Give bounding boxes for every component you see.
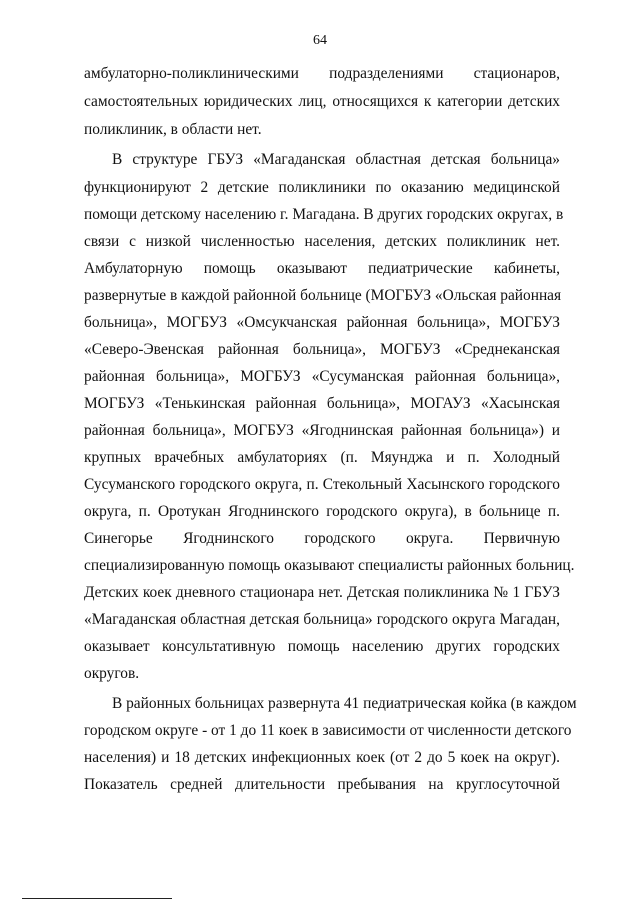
text-line: амбулаторно-поликлиническими подразделениями стационаров,: [84, 65, 560, 82]
text-line: Сусуманского городского округа, п. Стекольный Хасынского городского: [84, 476, 560, 493]
text-line: «Северо-Эвенская районная больница», МОГБУЗ «Среднеканская: [84, 341, 560, 358]
text-line: помощи детскому населению г. Магадана. В других городских округах, в: [84, 206, 564, 223]
text-line: самостоятельных юридических лиц, относящихся к категории детских: [84, 93, 560, 110]
text-line: связи с низкой численностью населения, детских поликлиник нет.: [84, 233, 560, 250]
page-number: 64: [313, 33, 327, 48]
text-line: оказывает консультативную помощь населению других городских: [84, 638, 560, 655]
text-line: Синегорье Ягоднинского городского округа. Первичную: [84, 530, 560, 547]
text-line: «Магаданская областная детская больница» городского округа Магадан,: [84, 611, 560, 628]
text-line: районная больница», МОГБУЗ «Сусуманская районная больница»,: [84, 368, 560, 385]
text-line: округов.: [84, 665, 140, 682]
paragraph-first-line: В районных больницах развернута 41 педиатрическая койка (в каждом: [112, 695, 577, 712]
footnote-separator: [22, 898, 172, 899]
text-line: Показатель средней длительности пребывания на круглосуточной: [84, 776, 560, 793]
text-line: поликлиник, в области нет.: [84, 121, 262, 138]
text-line: крупных врачебных амбулаториях (п. Мяунджа и п. Холодный: [84, 449, 560, 466]
text-line: населения) и 18 детских инфекционных коек (от 2 до 5 коек на округ).: [84, 749, 560, 766]
text-line: больница», МОГБУЗ «Омсукчанская районная больница», МОГБУЗ: [84, 314, 560, 331]
text-line: специализированную помощь оказывают специалисты районных больниц.: [84, 557, 575, 574]
text-line: округа, п. Оротукан Ягоднинского городского округа), в больнице п.: [84, 503, 560, 520]
text-line: функционируют 2 детские поликлиники по оказанию медицинской: [84, 179, 560, 196]
text-line: городском округе - от 1 до 11 коек в зависимости от численности детского: [84, 722, 572, 739]
text-line: Амбулаторную помощь оказывают педиатрические кабинеты,: [84, 260, 560, 277]
paragraph-first-line: В структуре ГБУЗ «Магаданская областная детская больница»: [112, 151, 560, 168]
text-line: районная больница», МОГБУЗ «Ягоднинская районная больница») и: [84, 422, 560, 439]
text-line: развернутые в каждой районной больнице (МОГБУЗ «Ольская районная: [84, 287, 562, 304]
text-line: Детских коек дневного стационара нет. Детская поликлиника № 1 ГБУЗ: [84, 584, 560, 601]
text-line: МОГБУЗ «Тенькинская районная больница», МОГАУЗ «Хасынская: [84, 395, 560, 412]
